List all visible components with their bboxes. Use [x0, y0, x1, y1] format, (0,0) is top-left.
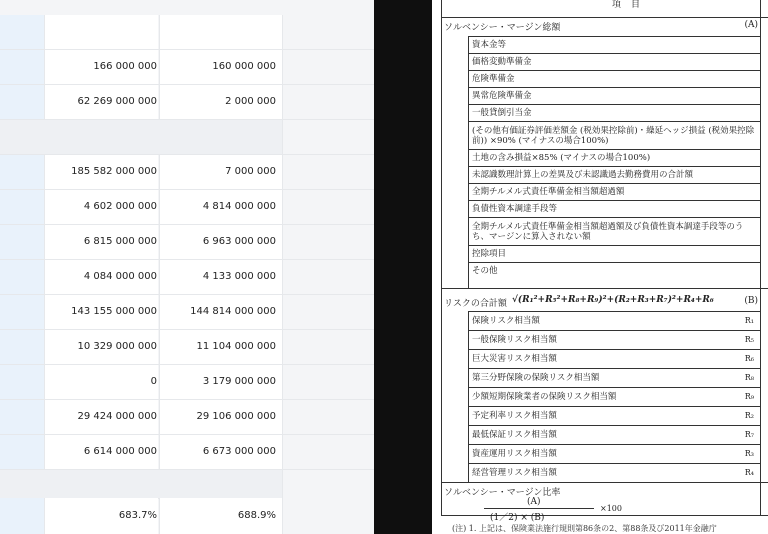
risk-item: [468, 463, 760, 482]
cell-blank: [282, 260, 374, 294]
margin-item: [468, 70, 760, 87]
table-header: [442, 0, 768, 18]
table-row: [0, 435, 374, 470]
risk-item-code: R₉: [744, 392, 754, 401]
risk-total-code: (B): [744, 296, 758, 306]
column-divider: [760, 0, 761, 516]
margin-item-label: 負債性資本調達手段等: [472, 204, 558, 214]
margin-item: [468, 53, 760, 70]
cell-previous: 2 000 000: [159, 85, 282, 119]
cell-current: 143 155 000 000: [44, 295, 158, 329]
margin-item: [468, 262, 760, 279]
cell-blank: [282, 470, 374, 498]
cell-current: 6 815 000 000: [44, 225, 158, 259]
cell-blank: [282, 435, 374, 469]
risk-item: [468, 387, 760, 406]
table-row: [0, 295, 374, 330]
cell-blank: [282, 50, 374, 84]
table-row: [0, 498, 374, 534]
risk-separator: [442, 288, 768, 289]
risk-item: [468, 349, 760, 368]
cell-previous: 688.9%: [159, 498, 282, 534]
cell-previous: 6 963 000 000: [159, 225, 282, 259]
cell-previous: 4 814 000 000: [159, 190, 282, 224]
margin-item-label: 控除項目: [472, 249, 507, 259]
risk-total-label: リスクの合計額: [444, 299, 507, 309]
cell-previous: 144 814 000 000: [159, 295, 282, 329]
cell-blank: [282, 120, 374, 154]
margin-item: [468, 200, 760, 217]
margin-item: [468, 36, 760, 53]
row-accent: [0, 15, 44, 49]
risk-item-code: R₅: [744, 335, 754, 344]
table-row: [0, 330, 374, 365]
risk-item: [468, 406, 760, 425]
risk-item-code: R₄: [744, 468, 754, 477]
cell-blank: [282, 15, 374, 49]
row-accent: [0, 190, 44, 224]
cell-current: 185 582 000 000: [44, 155, 158, 189]
margin-item: [468, 217, 760, 245]
margin-item: [468, 121, 760, 149]
risk-item-code: R₈: [744, 373, 754, 382]
risk-item-label: 経営管理リスク相当額: [472, 468, 557, 478]
margin-item-label: 全期チルメル式責任準備金相当額超過額: [472, 187, 625, 197]
ratio-multiplier: ×100: [600, 504, 622, 513]
cell-blank: [282, 330, 374, 364]
cell-current: 62 269 000 000: [44, 85, 158, 119]
cell-blank: [282, 85, 374, 119]
risk-item-label: 予定利率リスク相当額: [472, 411, 557, 421]
cell-previous: 7 000 000: [159, 155, 282, 189]
margin-item: [468, 149, 760, 166]
cell-current: 0: [44, 365, 158, 399]
solvency-table-panel: [432, 0, 768, 534]
risk-item-code: R₁: [744, 316, 754, 325]
risk-formula: √(R₁²+R₅²+R₈+R₉)²+(R₂+R₃+R₇)²+R₄+R₆: [512, 295, 714, 305]
ratio-label: ソルベンシー・マージン比率: [444, 488, 561, 498]
cell-current: 166 000 000: [44, 50, 158, 84]
ratio-denominator: (1／2) × (B): [490, 513, 545, 523]
risk-item-label: 一般保険リスク相当額: [472, 335, 557, 345]
cell-previous: 3 179 000 000: [159, 365, 282, 399]
header-label: 項目: [612, 0, 651, 10]
margin-item: [468, 245, 760, 262]
cell-previous: 6 673 000 000: [159, 435, 282, 469]
risk-item: [468, 330, 760, 349]
cell-blank: [282, 155, 374, 189]
cell-previous: 11 104 000 000: [159, 330, 282, 364]
risk-item-label: 第三分野保険の保険リスク相当額: [472, 373, 600, 383]
table-row: [0, 260, 374, 295]
row-accent: [0, 498, 44, 534]
cell-blank: [282, 225, 374, 259]
risk-item-label: 資産運用リスク相当額: [472, 449, 557, 459]
ratio-separator: [442, 482, 768, 483]
margin-item: [468, 166, 760, 183]
margin-item-label: 未認識数理計算上の差異及び未認識過去勤務費用の合計額: [472, 170, 694, 180]
risk-item: [468, 444, 760, 463]
cell-current: 6 614 000 000: [44, 435, 158, 469]
cell-current: 4 084 000 000: [44, 260, 158, 294]
margin-item: [468, 183, 760, 200]
risk-item-code: R₂: [744, 411, 754, 420]
risk-item-label: 保険リスク相当額: [472, 316, 540, 326]
cell-blank: [282, 190, 374, 224]
row-accent: [0, 85, 44, 119]
table-row: [0, 225, 374, 260]
risk-item-code: R₆: [744, 354, 754, 363]
table-row: [0, 155, 374, 190]
row-accent: [0, 330, 44, 364]
row-accent: [0, 260, 44, 294]
margin-item-label: 異常危険準備金: [472, 91, 532, 101]
row-accent: [0, 225, 44, 259]
cell-blank: [282, 400, 374, 434]
margin-item-label: 一般貸倒引当金: [472, 108, 532, 118]
footnote: (注) 1. 上記は、保険業法施行規則第86条の2、第88条及び2011年金融庁: [452, 524, 717, 533]
row-accent: [0, 155, 44, 189]
margin-item-label: 全期チルメル式責任準備金相当額超過額及び負債性資本調達手段等のうち、マージンに算入されない額: [472, 221, 744, 242]
cell-blank: [282, 498, 374, 534]
risk-item: [468, 368, 760, 387]
table-row: [0, 85, 374, 120]
cell-current: 10 329 000 000: [44, 330, 158, 364]
risk-item-label: 少額短期保険業者の保険リスク相当額: [472, 392, 617, 402]
cell-previous: 29 106 000 000: [159, 400, 282, 434]
cell-current: 683.7%: [44, 498, 158, 534]
cell-previous: 4 133 000 000: [159, 260, 282, 294]
row-accent: [0, 50, 44, 84]
panel-divider: [374, 0, 432, 534]
table-row: [0, 400, 374, 435]
table-row: [0, 15, 374, 50]
risk-item: [468, 311, 760, 330]
row-accent: [0, 365, 44, 399]
table-row: [0, 470, 374, 499]
cell-current: 4 602 000 000: [44, 190, 158, 224]
solvency-table: [441, 0, 768, 523]
cell-current: 29 424 000 000: [44, 400, 158, 434]
table-row: [0, 120, 374, 155]
ratio-fraction-line: [484, 508, 594, 509]
row-accent: [0, 400, 44, 434]
cell-blank: [282, 295, 374, 329]
margin-item: [468, 87, 760, 104]
risk-item-label: 最低保証リスク相当額: [472, 430, 557, 440]
row-accent: [0, 295, 44, 329]
cell-current: [44, 15, 158, 49]
margin-total-label: ソルベンシー・マージン総額: [444, 23, 561, 33]
margin-total-code: (A): [744, 20, 758, 30]
cell-previous: [159, 15, 282, 49]
row-accent: [0, 435, 44, 469]
left-values-panel: [0, 0, 374, 534]
margin-item-label: その他: [472, 266, 498, 276]
margin-item-label: 資本金等: [472, 40, 507, 50]
table-row: [0, 190, 374, 225]
cell-previous: 160 000 000: [159, 50, 282, 84]
margin-item-label: 価格変動準備金: [472, 57, 532, 67]
risk-item-code: R₃: [744, 449, 754, 458]
margin-item: [468, 104, 760, 121]
table-row: [0, 50, 374, 85]
cell-blank: [282, 365, 374, 399]
ratio-numerator: (A): [527, 497, 541, 507]
margin-item-label: 危険準備金: [472, 74, 515, 84]
margin-item-label: 土地の含み損益×85% (マイナスの場合100%): [472, 153, 651, 163]
risk-item: [468, 425, 760, 444]
risk-item-label: 巨大災害リスク相当額: [472, 354, 557, 364]
margin-item-label: (その他有価証券評価差額金 (税効果控除前)・繰延ヘッジ損益 (税効果控除前)) ×90% (マイナスの場合100%): [472, 125, 755, 146]
table-row: [0, 365, 374, 400]
risk-item-code: R₇: [744, 430, 754, 439]
